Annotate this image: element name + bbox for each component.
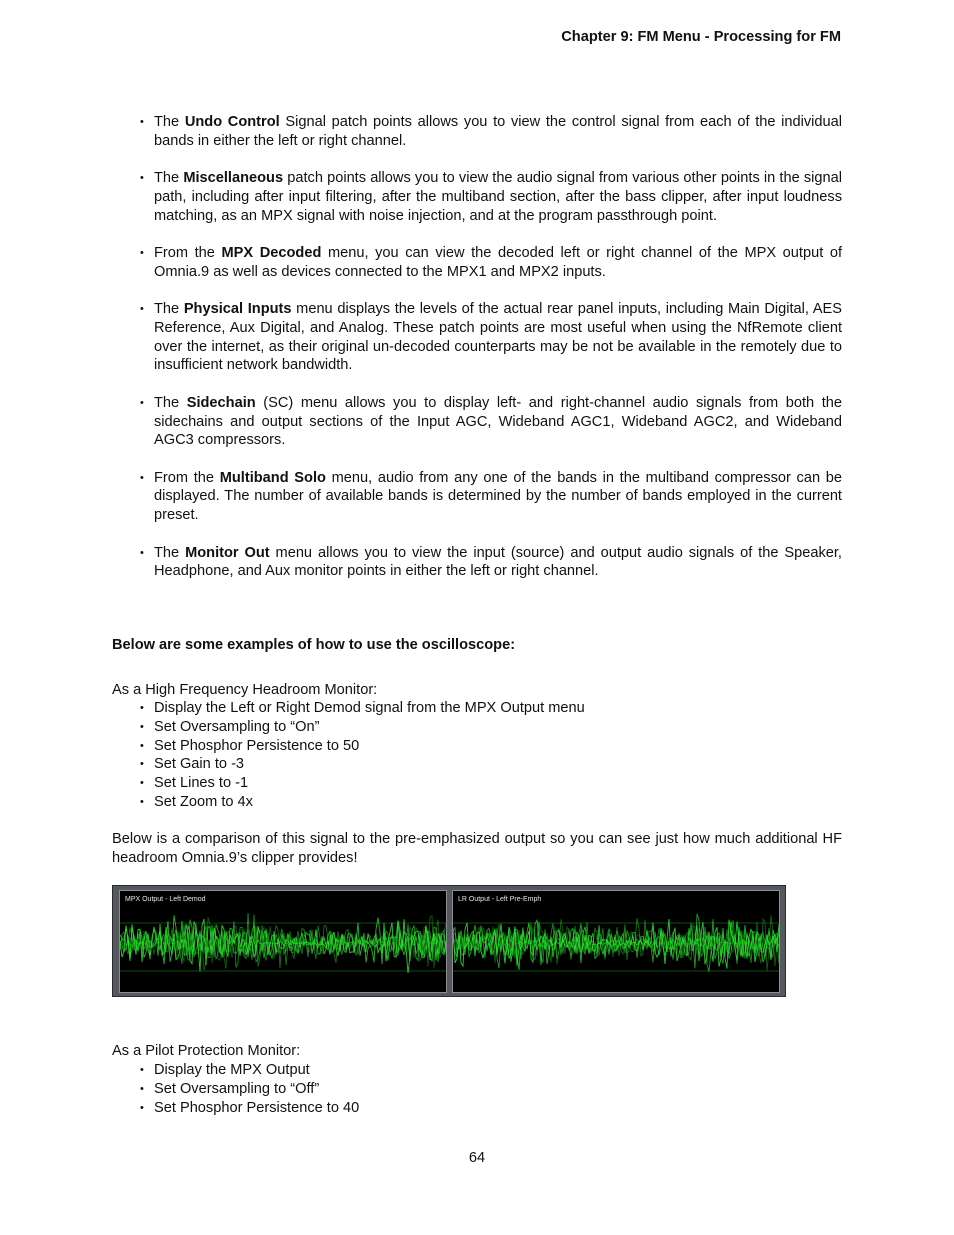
patch-point-list bbox=[140, 113, 842, 600]
section-title: Below are some examples of how to use the oscilloscope: bbox=[112, 637, 516, 653]
list-item: • Set Phosphor Persistence to 40 bbox=[140, 1099, 359, 1118]
list-item: • The Undo Control Signal patch points allows you to view the control signal from each of the individual bands in either the left or right channel. bbox=[140, 113, 842, 151]
list-item: • Set Oversampling to “On” bbox=[140, 718, 585, 737]
list-item: • The Physical Inputs menu displays the levels of the actual rear panel inputs, including Main Digital, AES Reference, Aux Digital, and Analog. These patch points are most useful when using the NfRemote client over the internet, as their original un-decoded counterparts may be not be available in the remotely due to insufficient network bandwidth. bbox=[140, 300, 842, 375]
list-item: • Display the MPX Output bbox=[140, 1061, 359, 1080]
pilot-monitor-intro: As a Pilot Protection Monitor: bbox=[112, 1043, 301, 1059]
scope-label-right: LR Output - Left Pre-Emph bbox=[458, 896, 542, 903]
scope-trace-right bbox=[453, 891, 779, 992]
list-item: • Display the Left or Right Demod signal from the MPX Output menu bbox=[140, 699, 585, 718]
list-item: • The Monitor Out menu allows you to view the input (source) and output audio signals of the Speaker, Headphone, and Aux monitor points in either the left or right channel. bbox=[140, 544, 842, 582]
scope-label-left: MPX Output - Left Demod bbox=[125, 896, 206, 903]
hf-monitor-intro: As a High Frequency Headroom Monitor: bbox=[112, 682, 378, 698]
list-item: • From the Multiband Solo menu, audio from any one of the bands in the multiband compressor can be displayed. The number of available bands is determined by the number of bands employed in the current preset. bbox=[140, 469, 842, 525]
hf-monitor-steps bbox=[140, 699, 585, 812]
list-item: • Set Lines to -1 bbox=[140, 774, 585, 793]
page-number: 64 bbox=[468, 1150, 486, 1166]
list-item: • Set Gain to -3 bbox=[140, 755, 585, 774]
chapter-header: Chapter 9: FM Menu - Processing for FM bbox=[561, 29, 841, 45]
oscilloscope-screenshot bbox=[112, 885, 786, 997]
list-item: • Set Phosphor Persistence to 50 bbox=[140, 737, 585, 756]
list-item: • Set Oversampling to “Off” bbox=[140, 1080, 359, 1099]
scope-panel-left bbox=[119, 890, 447, 993]
list-item: • The Miscellaneous patch points allows you to view the audio signal from various other points in the signal path, including after input filtering, after the multiband section, after the bass clipper, after input loudness matching, as an MPX signal with noise injection, and at the program passthrough point. bbox=[140, 169, 842, 225]
list-item: • The Sidechain (SC) menu allows you to display left- and right-channel audio signals from both the sidechains and output sections of the Input AGC, Wideband AGC1, Wideband AGC2, and Wideband AGC3 compressors. bbox=[140, 394, 842, 450]
pilot-monitor-steps bbox=[140, 1061, 359, 1117]
list-item: • From the MPX Decoded menu, you can view the decoded left or right channel of the MPX output of Omnia.9 as well as devices connected to the MPX1 and MPX2 inputs. bbox=[140, 244, 842, 282]
list-item: • Set Zoom to 4x bbox=[140, 793, 585, 812]
scope-trace-left bbox=[120, 891, 446, 992]
scope-panel-right bbox=[452, 890, 780, 993]
comparison-paragraph: Below is a comparison of this signal to the pre-emphasized output so you can see just how much additional HF headroom Omnia.9’s clipper provides! bbox=[112, 831, 842, 866]
